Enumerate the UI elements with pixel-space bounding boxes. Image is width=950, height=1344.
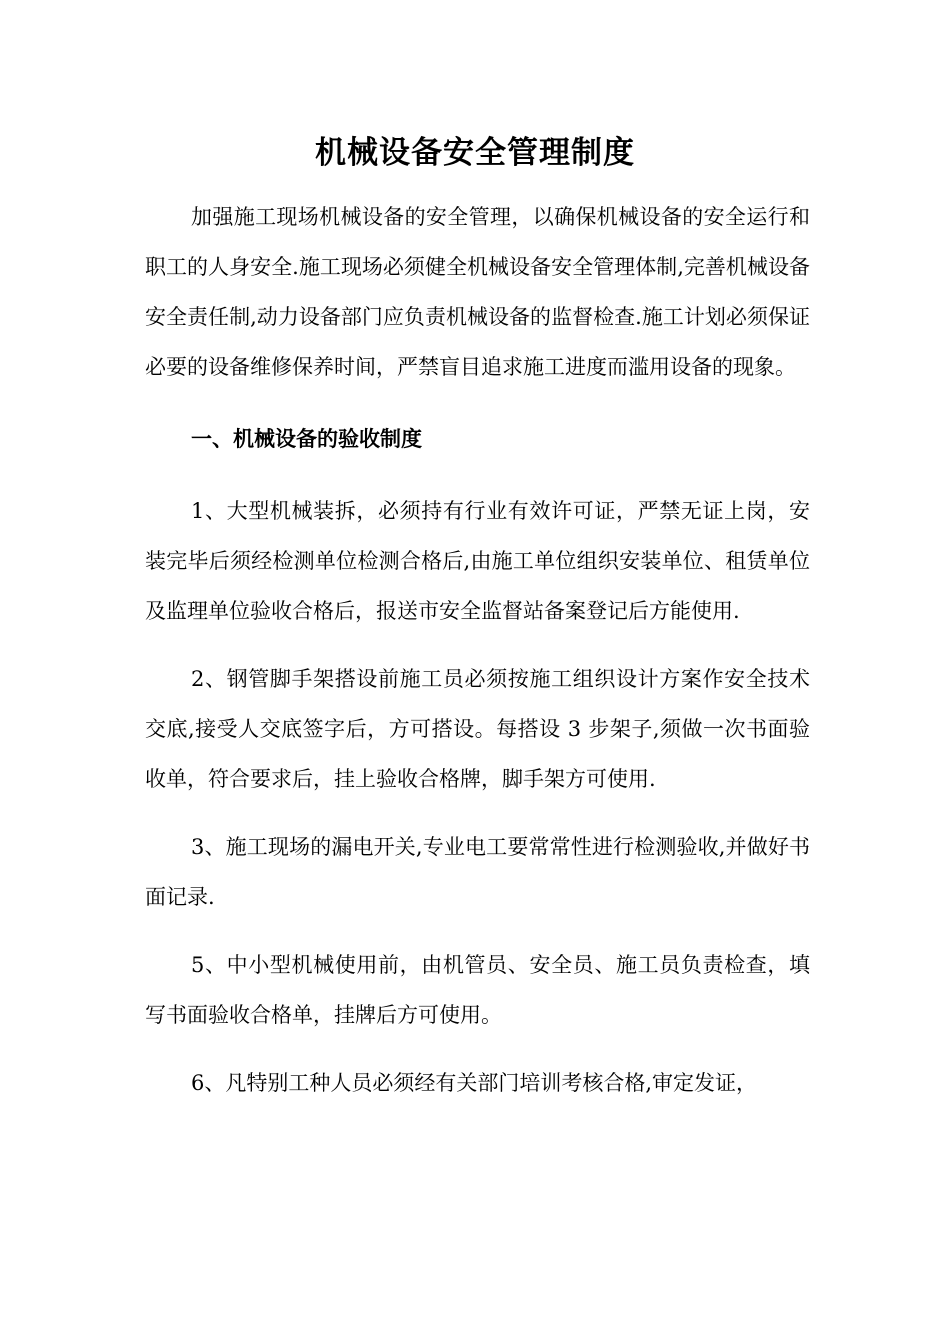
list-item-6: 6、凡特别工种人员必须经有关部门培训考核合格,审定发证，: [191, 1071, 758, 1095]
list-item-5: 5、中小型机械使用前，由机管员、安全员、施工员负责检查，填写书面验收合格单，挂牌后方可使用。: [145, 953, 810, 1027]
list-item-1: 1、大型机械装拆，必须持有行业有效许可证，严禁无证上岗，安装完毕后须经检测单位检测合格后,由施工单位组织安装单位、租赁单位及监理单位验收合格后，报送市安全监督站备案登记后方能使用.: [145, 499, 810, 623]
document-title: 机械设备安全管理制度: [315, 135, 635, 171]
list-item-3: 3、施工现场的漏电开关,专业电工要常常性进行检测验收,并做好书面记录.: [145, 835, 810, 909]
list-item-2: 2、钢管脚手架搭设前施工员必须按施工组织设计方案作安全技术交底,接受人交底签字后，方可搭设。每搭设 3 步架子,须做一次书面验收单，符合要求后，挂上验收合格牌，脚手架方可使用.: [145, 667, 810, 791]
document-body: [145, 192, 810, 1108]
section-heading-acceptance: 一、机械设备的验收制度: [191, 427, 422, 451]
intro-paragraph: 加强施工现场机械设备的安全管理，以确保机械设备的安全运行和职工的人身安全.施工现场必须健全机械设备安全管理体制,完善机械设备安全责任制,动力设备部门应负责机械设备的监督检查.施工计划必须保证必要的设备维修保养时间，严禁盲目追求施工进度而滥用设备的现象。: [145, 205, 810, 379]
